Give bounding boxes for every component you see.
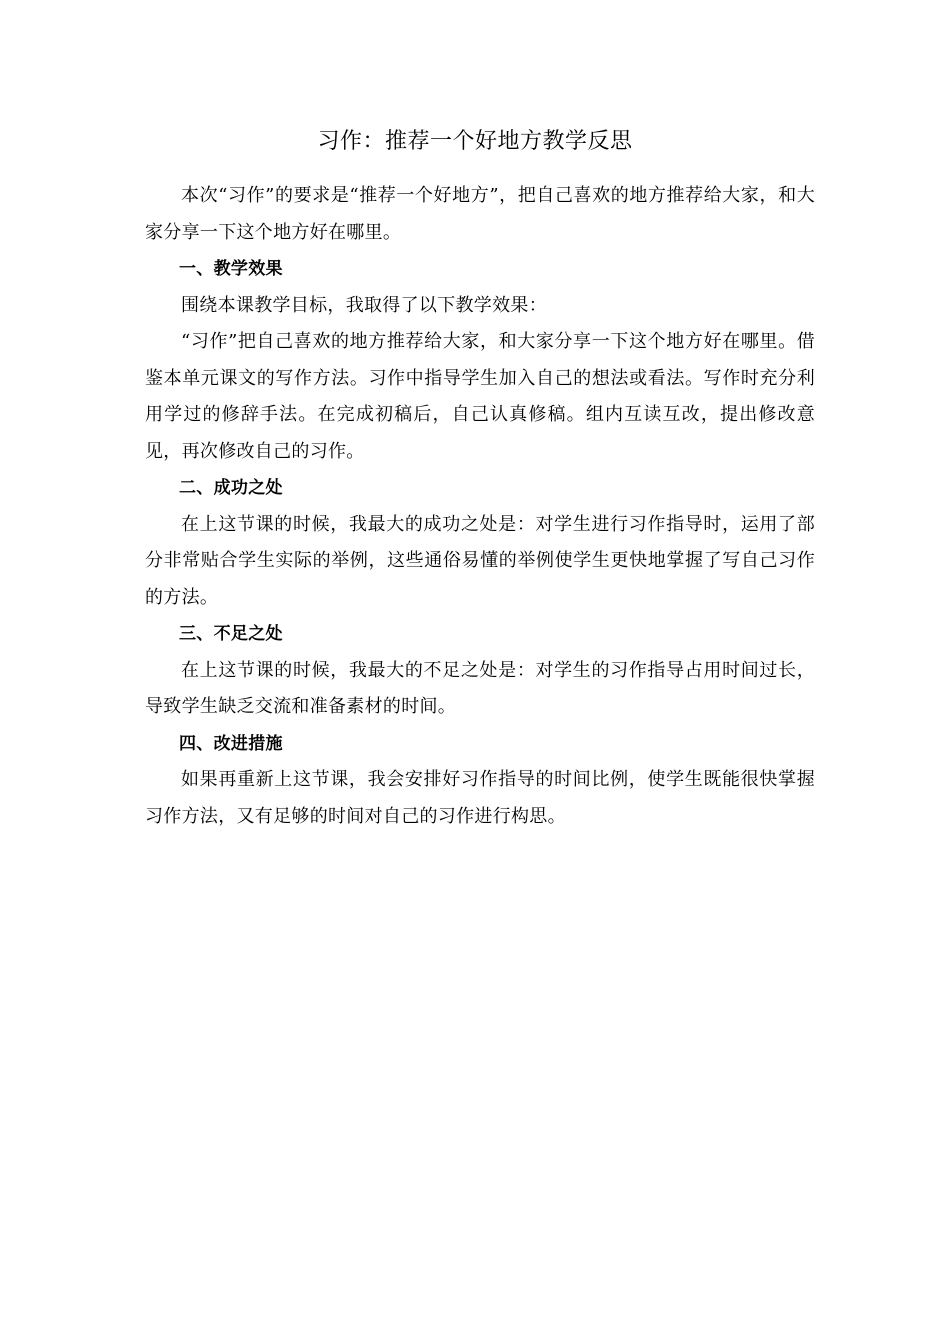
intro-paragraph: 本次“习作”的要求是“推荐一个好地方”，把自己喜欢的地方推荐给大家，和大家分享一下这个地方好在哪里。 xyxy=(145,185,815,243)
section-heading-shortcomings: 三、不足之处 xyxy=(179,624,283,644)
section-paragraph: 在上这节课的时候，我最大的不足之处是：对学生的习作指导占用时间过长，导致学生缺乏交流和准备素材的时间。 xyxy=(145,659,815,717)
section-heading-improvements: 四、改进措施 xyxy=(179,733,283,754)
document-body xyxy=(145,178,815,835)
section-heading-teaching-effect: 一、教学效果 xyxy=(179,259,283,279)
section-paragraph: 在上这节课的时候，我最大的成功之处是：对学生进行习作指导时，运用了部分非常贴合学生实际的举例，这些通俗易懂的举例使学生更快地掌握了写自己习作的方法。 xyxy=(145,513,815,608)
document-title: 习作：推荐一个好地方教学反思 xyxy=(317,129,633,154)
section-paragraph: 围绕本课教学目标，我取得了以下教学效果： xyxy=(181,294,547,316)
section-heading-successes: 二、成功之处 xyxy=(179,478,283,498)
section-paragraph: 如果再重新上这节课，我会安排好习作指导的时间比例，使学生既能很快掌握习作方法，又有足够的时间对自己的习作进行构思。 xyxy=(145,769,815,827)
section-paragraph: “习作”把自己喜欢的地方推荐给大家，和大家分享一下这个地方好在哪里。借鉴本单元课文的写作方法。习作中指导学生加入自己的想法或看法。写作时充分利用学过的修辞手法。在完成初稿后，自己认真修稿。组内互读互改，提出修改意见，再次修改自己的习作。 xyxy=(145,331,815,462)
